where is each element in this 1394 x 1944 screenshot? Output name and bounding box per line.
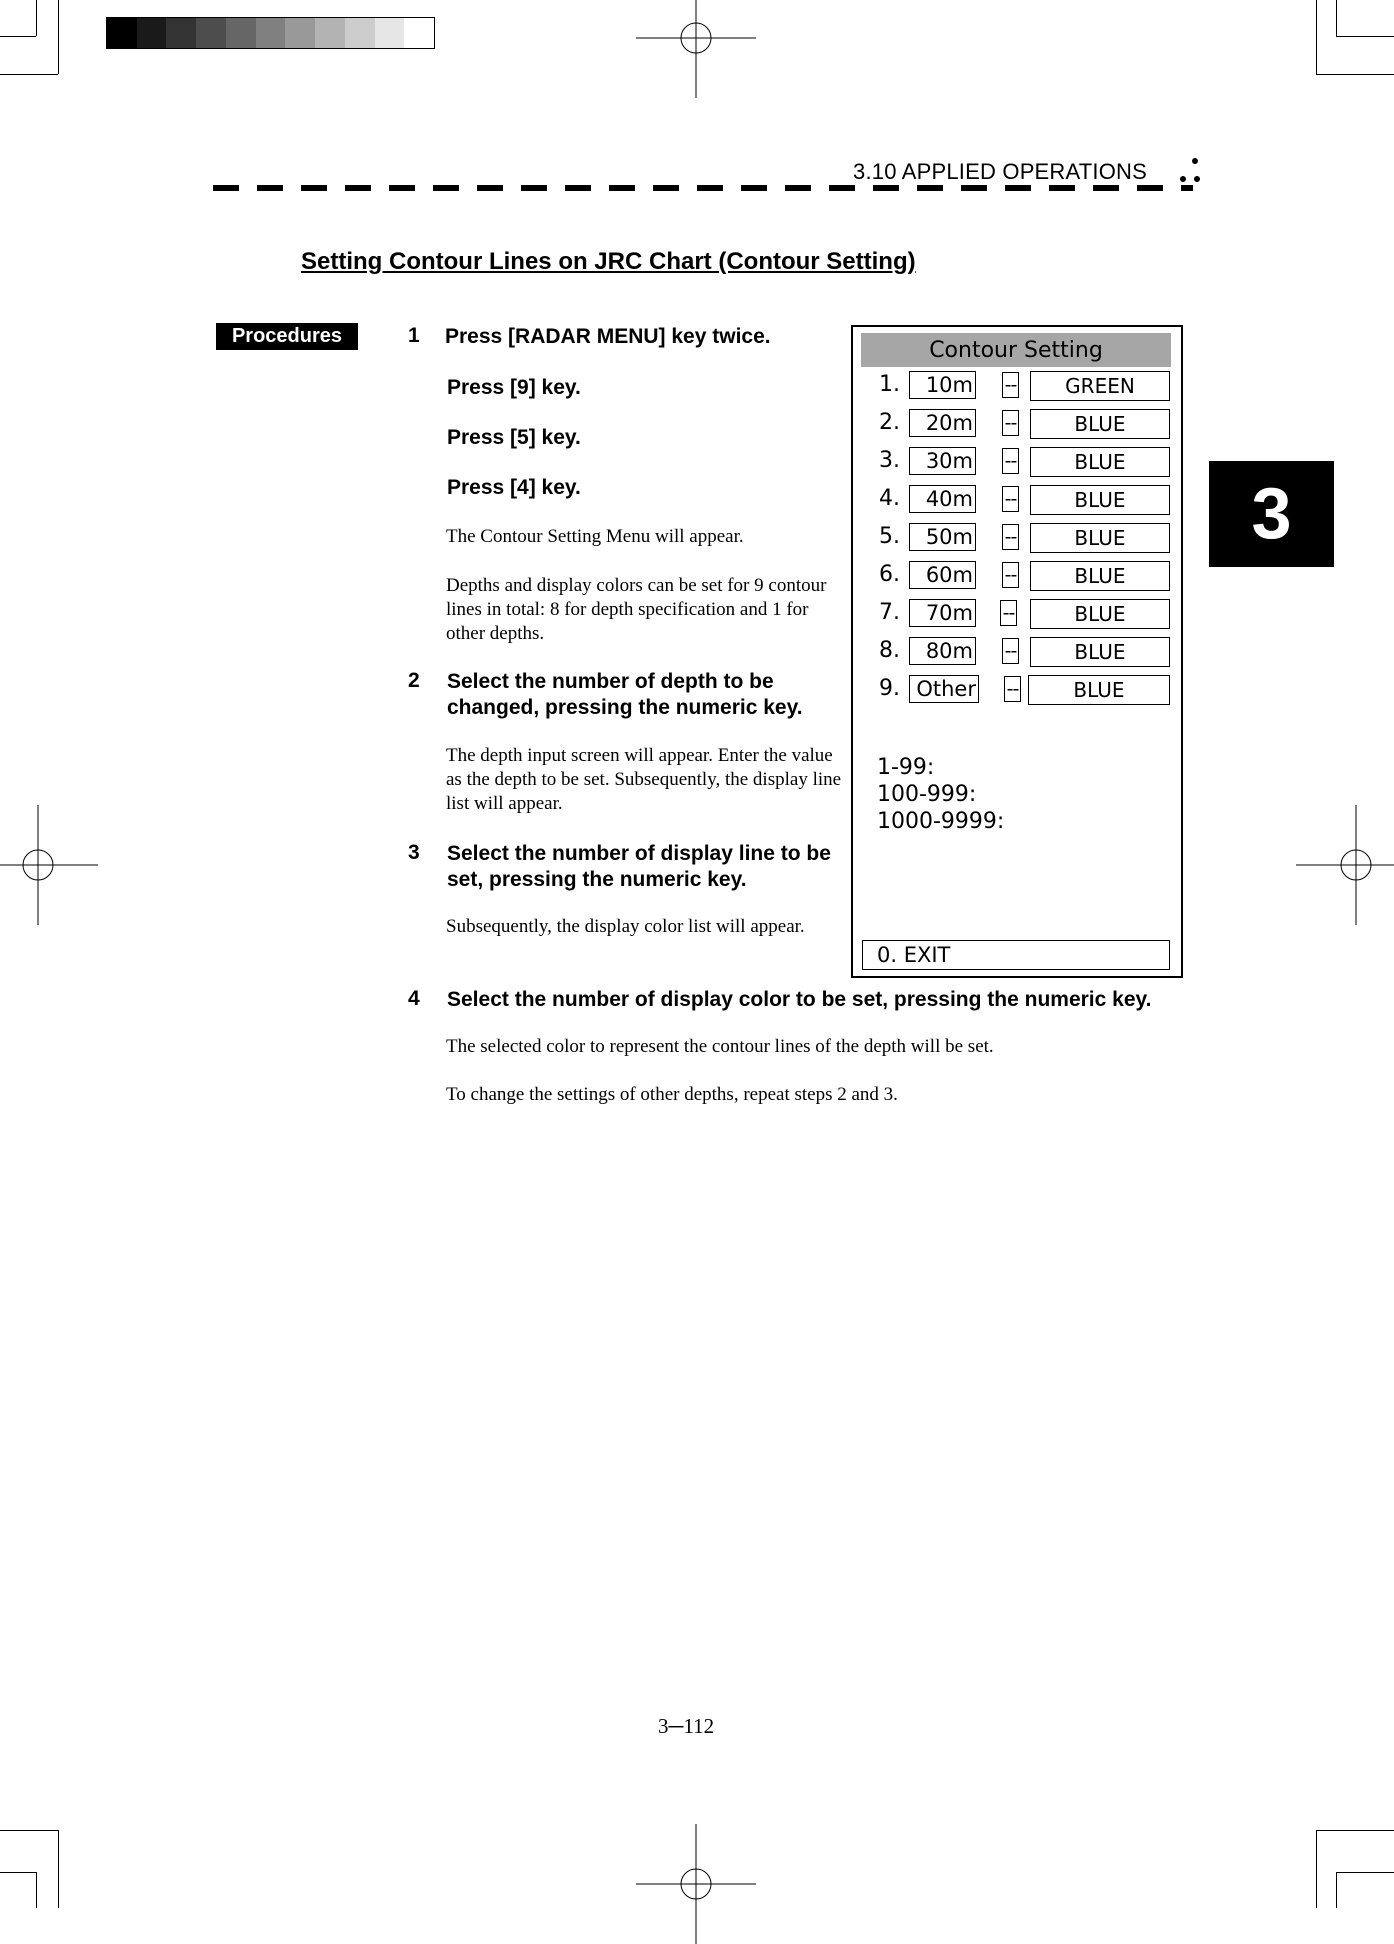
row-number: 5. (879, 524, 900, 549)
header-dots-icon (1178, 156, 1202, 186)
color-value[interactable]: BLUE (1030, 447, 1170, 477)
range-label: 100-999: (877, 782, 977, 807)
separator: -- (1002, 372, 1019, 398)
step-instruction: Select the number of display line to be set, pressing the numeric key. (447, 842, 831, 891)
step-instruction: Press [5] key. (447, 426, 581, 449)
color-value[interactable]: BLUE (1030, 637, 1170, 667)
color-value[interactable]: GREEN (1030, 371, 1170, 401)
separator: -- (1002, 486, 1019, 512)
step-instruction: Press [RADAR MENU] key twice. (445, 325, 771, 348)
step-note: To change the settings of other depths, repeat steps 2 and 3. (446, 1084, 898, 1105)
page-number: 3─112 (658, 1714, 715, 1738)
step-note: Depths and display colors can be set for 9 contour lines in total: 8 for depth specification and 1 for other depths. (446, 575, 827, 644)
color-value[interactable]: BLUE (1030, 561, 1170, 591)
depth-value[interactable]: 60m (909, 561, 976, 589)
row-number: 4. (879, 486, 900, 511)
contour-setting-screen (851, 325, 1183, 978)
screen-title: Contour Setting (861, 333, 1171, 367)
step-instruction: Press [4] key. (447, 476, 581, 499)
step-note: The depth input screen will appear. Enter the value as the depth to be set. Subsequently, the display line list will appear. (446, 745, 842, 814)
depth-value[interactable]: 70m (909, 599, 976, 627)
step-number: 3 (408, 841, 420, 864)
depth-value[interactable]: 20m (909, 409, 976, 437)
separator: -- (1004, 676, 1021, 702)
color-value[interactable]: BLUE (1030, 409, 1170, 439)
step-number: 1 (408, 324, 420, 347)
section-header: 3.10 APPLIED OPERATIONS (853, 159, 1147, 184)
depth-value[interactable]: 30m (909, 447, 976, 475)
step-number: 4 (408, 987, 420, 1010)
depth-value[interactable]: 50m (909, 523, 976, 551)
row-number: 1. (879, 372, 900, 397)
step-instruction: Press [9] key. (447, 376, 581, 399)
registration-target-icon (1296, 805, 1394, 925)
separator: -- (1002, 448, 1019, 474)
row-number: 2. (879, 410, 900, 435)
row-number: 3. (879, 448, 900, 473)
step-note: Subsequently, the display color list will appear. (446, 916, 805, 937)
header-dashed-rule (213, 185, 1193, 191)
color-value[interactable]: BLUE (1030, 599, 1170, 629)
depth-value[interactable]: 40m (909, 485, 976, 513)
step-instruction: Select the number of display color to be set, pressing the numeric key. (447, 988, 1152, 1011)
row-number: 7. (879, 600, 900, 625)
registration-target-icon (0, 805, 98, 925)
chapter-tab: 3 (1209, 461, 1334, 567)
separator: -- (1002, 524, 1019, 550)
separator: -- (1002, 638, 1019, 664)
row-number: 8. (879, 638, 900, 663)
registration-target-icon (636, 1824, 756, 1944)
row-number: 9. (879, 676, 900, 701)
color-value[interactable]: BLUE (1030, 485, 1170, 515)
depth-value[interactable]: Other (909, 675, 979, 703)
separator: -- (1002, 562, 1019, 588)
range-label: 1-99: (877, 755, 935, 780)
color-value[interactable]: BLUE (1030, 523, 1170, 553)
color-value[interactable]: BLUE (1028, 675, 1170, 705)
separator: -- (1002, 410, 1019, 436)
range-label: 1000-9999: (877, 809, 1005, 834)
step-note: The selected color to represent the contour lines of the depth will be set. (446, 1036, 994, 1057)
procedures-label: Procedures (216, 323, 358, 350)
depth-value[interactable]: 80m (909, 637, 976, 665)
grayscale-calibration-bar (106, 17, 435, 49)
depth-value[interactable]: 10m (909, 371, 976, 399)
step-instruction: Select the number of depth to be changed, pressing the numeric key. (447, 670, 803, 719)
separator: -- (1000, 600, 1017, 626)
exit-option[interactable]: 0. EXIT (862, 940, 1170, 970)
section-title: Setting Contour Lines on JRC Chart (Contour Setting) (301, 248, 916, 275)
registration-target-icon (636, 0, 756, 98)
step-number: 2 (408, 669, 420, 692)
step-note: The Contour Setting Menu will appear. (446, 526, 744, 547)
row-number: 6. (879, 562, 900, 587)
